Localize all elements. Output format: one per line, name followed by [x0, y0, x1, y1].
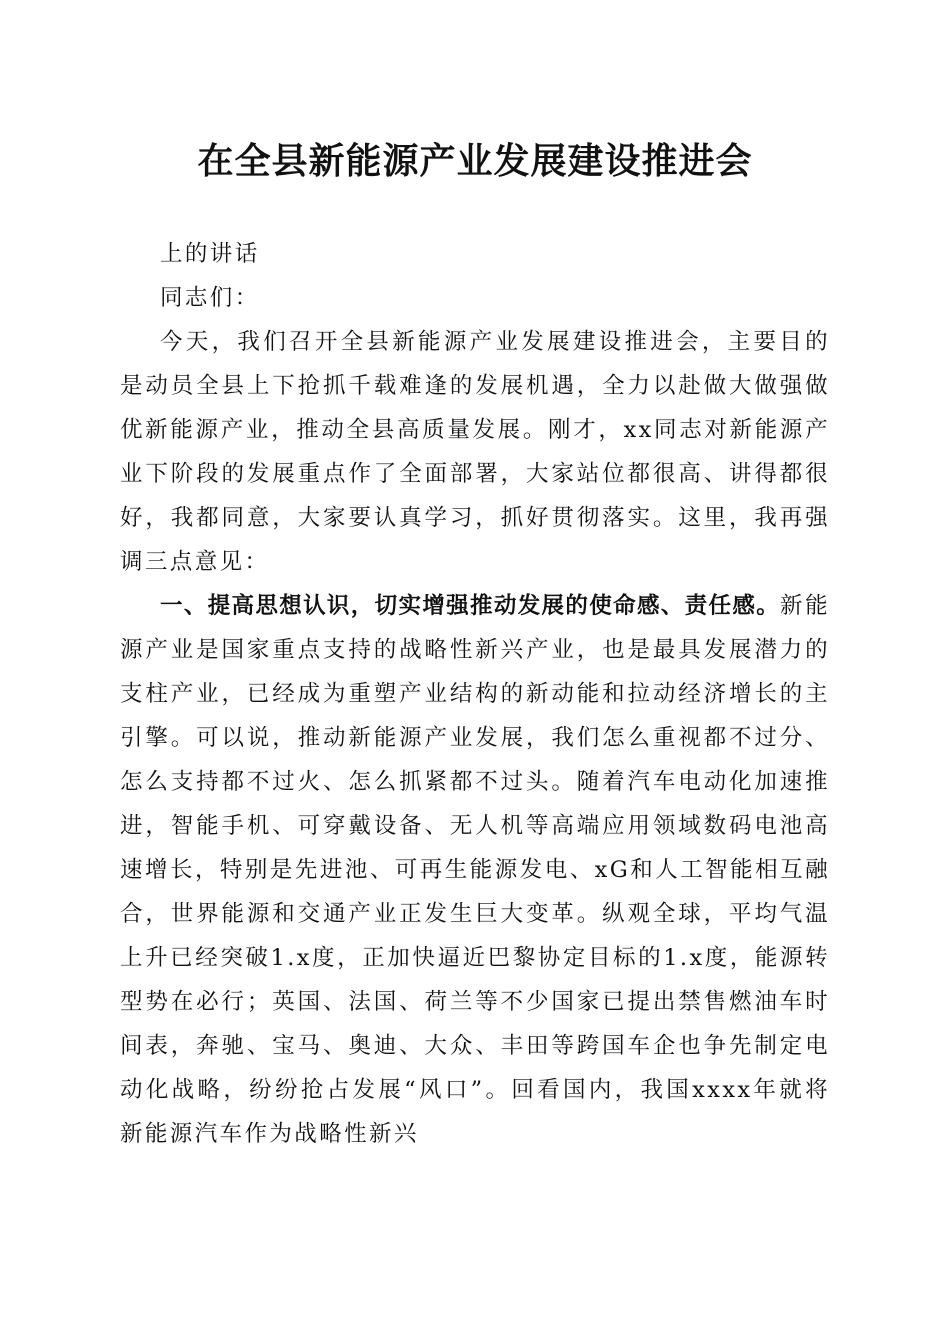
subtitle-line: 上的讲话	[160, 241, 260, 267]
section-1-heading: 一、提高思想认识，切实增强推动发展的使命感、责任感。	[160, 593, 781, 619]
section-1-paragraph	[120, 584, 830, 1156]
document-title: 在全县新能源产业发展建设推进会	[197, 140, 753, 182]
section-1-body: 新能源产业是国家重点支持的战略性新兴产业，也是最具发展潜力的支柱产业，已经成为重塑产业结构的新动能和拉动经济增长的主引擎。可以说，推动新能源产业发展，我们怎么重视都不过分、怎么支持都不过火、怎么抓紧都不过头。随着汽车电动化加速推进，智能手机、可穿戴设备、无人机等高端应用领域数码电池高速增长，特别是先进池、可再生能源发电、xG和人工智能相互融合，世界能源和交通产业正发生巨大变革。纵观全球，平均气温上升已经突破1.x度，正加快逼近巴黎协定目标的1.x度，能源转型势在必行；英国、法国、荷兰等不少国家已提出禁售燃油车时间表，奔驰、宝马、奥迪、大众、丰田等跨国车企也争先制定电动化战略，纷纷抢占发展“风口”。回看国内，我国xxxx年就将新能源汽车作为战略性新兴	[120, 593, 830, 1147]
document-body	[120, 232, 830, 1156]
intro-paragraph: 今天，我们召开全县新能源产业发展建设推进会，主要目的是动员全县上下抢抓千载难逢的发展机遇，全力以赴做大做强做优新能源产业，推动全县高质量发展。刚才，xx同志对新能源产业下阶段的发展重点作了全面部署，大家站位都很高、讲得都很好，我都同意，大家要认真学习，抓好贯彻落实。这里，我再强调三点意见：	[120, 329, 830, 575]
salutation: 同志们：	[160, 285, 260, 311]
